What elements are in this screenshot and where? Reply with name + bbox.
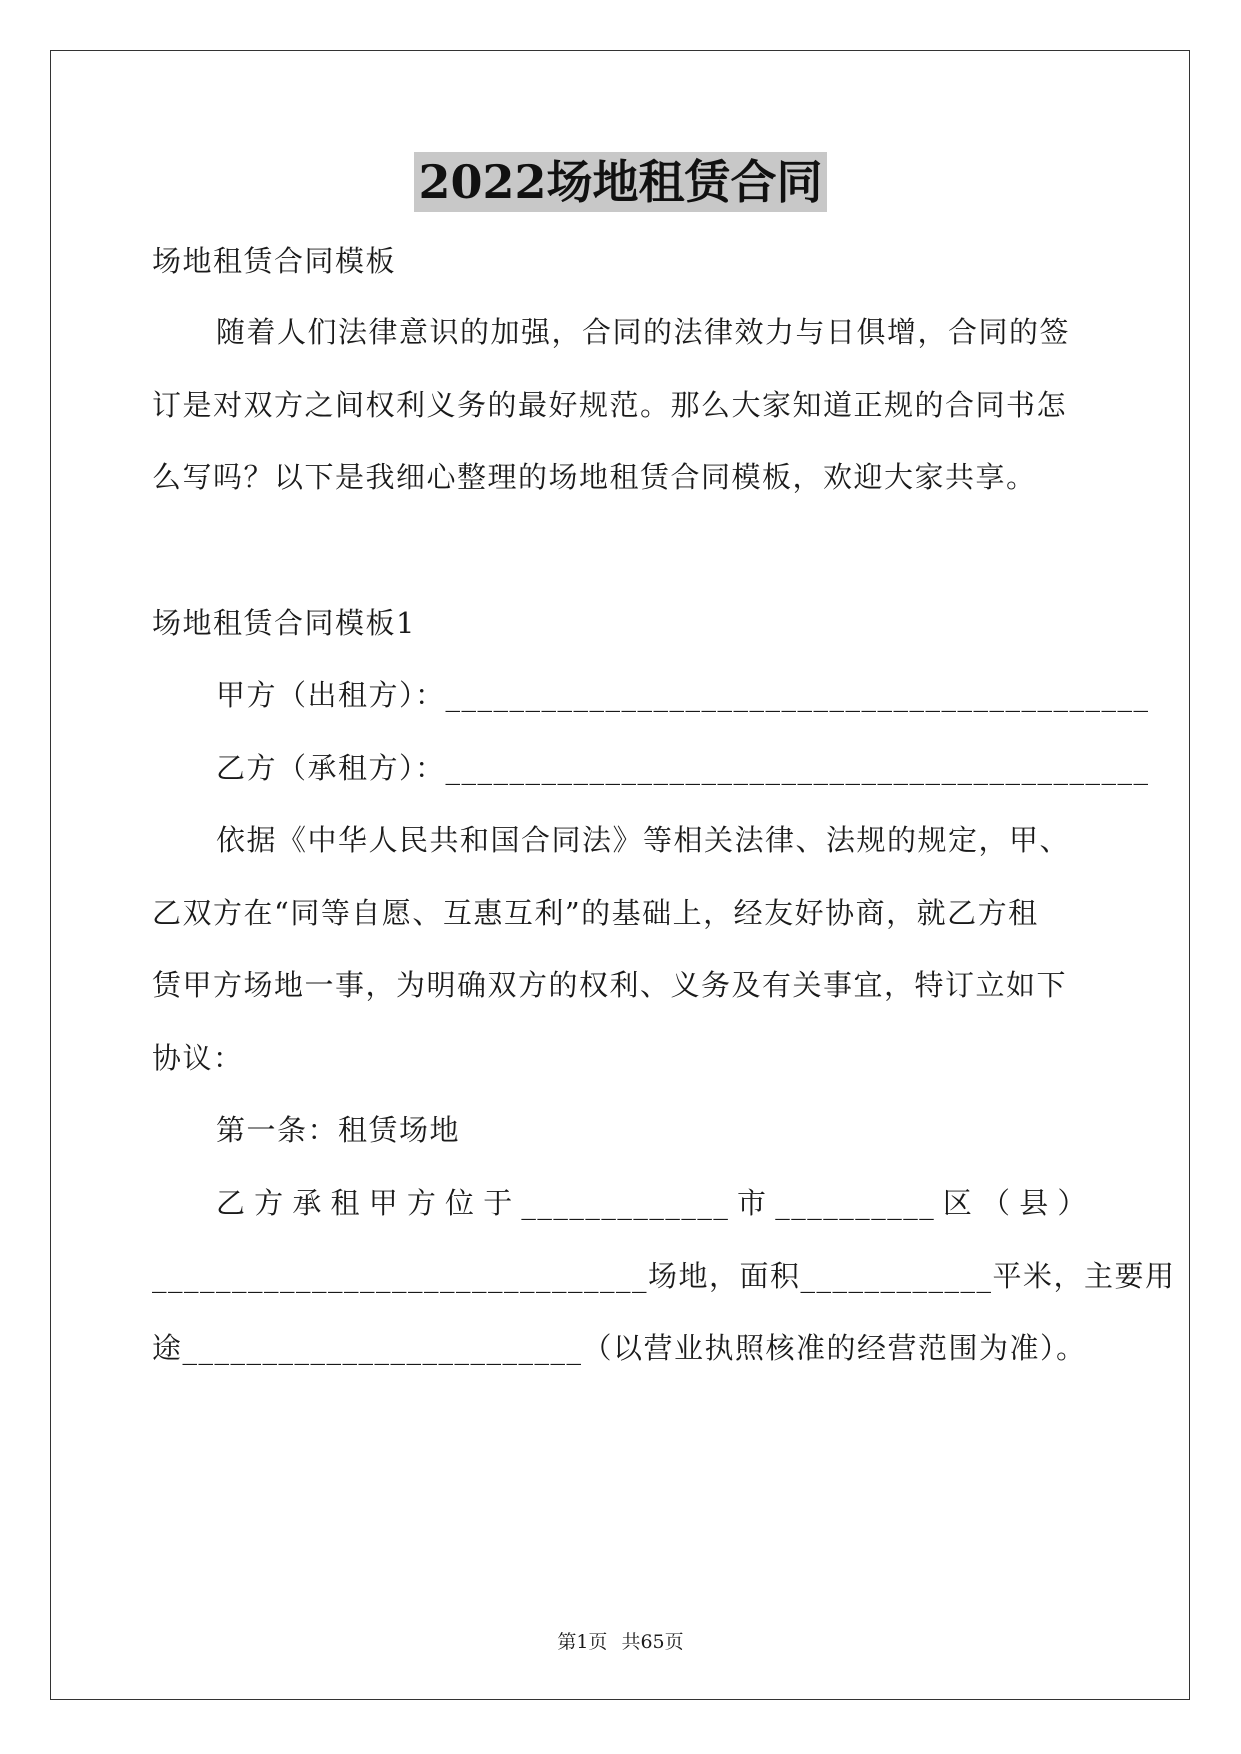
- article-1-char: 市: [737, 1186, 768, 1220]
- article-1-char: 承: [292, 1186, 323, 1220]
- district-blank: __________: [775, 1186, 936, 1220]
- intro-line-1: 随着人们法律意识的加强，合同的法律效力与日俱增，合同的签: [216, 315, 1071, 349]
- article-1-line-2: _______________________________场地，面积____________平米，主要用: [152, 1259, 1176, 1293]
- article-1-char: 于: [483, 1186, 514, 1220]
- article-1-char: ）: [1057, 1186, 1088, 1220]
- article-1-char: （: [981, 1186, 1012, 1220]
- article-1-char: 县: [1019, 1186, 1050, 1220]
- article-1-line-1: [216, 1183, 1088, 1223]
- basis-line-4: 协议：: [152, 1041, 244, 1075]
- city-blank: _____________: [521, 1186, 730, 1220]
- party-b-line: 乙方（承租方）：____________________________________________: [216, 751, 1150, 785]
- party-a-line: 甲方（出租方）：____________________________________________: [216, 678, 1150, 712]
- article-1-char: 位: [445, 1186, 476, 1220]
- article-1-char: 乙: [216, 1186, 247, 1220]
- article-1-title: 第一条：租赁场地: [216, 1113, 461, 1147]
- article-1-char: 租: [330, 1186, 362, 1220]
- page-number: 第1页: [557, 1631, 608, 1653]
- basis-line-1: 依据《中华人民共和国合同法》等相关法律、法规的规定，甲、: [216, 823, 1071, 857]
- page-footer: [0, 1627, 1241, 1654]
- article-1-char: 方: [406, 1186, 438, 1220]
- article-1-char: 区: [942, 1186, 974, 1220]
- basis-line-3: 赁甲方场地一事，为明确双方的权利、义务及有关事宜，特订立如下: [152, 968, 1068, 1002]
- intro-line-3: 么写吗？以下是我细心整理的场地租赁合同模板，欢迎大家共享。: [152, 460, 1037, 494]
- page-border: [50, 50, 1190, 1700]
- section-heading: 场地租赁合同模板: [152, 244, 397, 278]
- document-title: 2022场地租赁合同: [414, 152, 826, 212]
- page-total: 共65页: [621, 1631, 684, 1653]
- basis-line-2: 乙双方在“同等自愿、互惠互利”的基础上，经友好协商，就乙方租: [152, 896, 1039, 930]
- article-1-line-3: 途_________________________（以营业执照核准的经营范围为准）。: [152, 1331, 1087, 1365]
- article-1-char: 甲: [368, 1186, 400, 1220]
- intro-line-2: 订是对双方之间权利义务的最好规范。那么大家知道正规的合同书怎: [152, 388, 1068, 422]
- title-container: [0, 152, 1241, 212]
- template-heading: 场地租赁合同模板1: [152, 606, 416, 640]
- article-1-char: 方: [254, 1186, 285, 1220]
